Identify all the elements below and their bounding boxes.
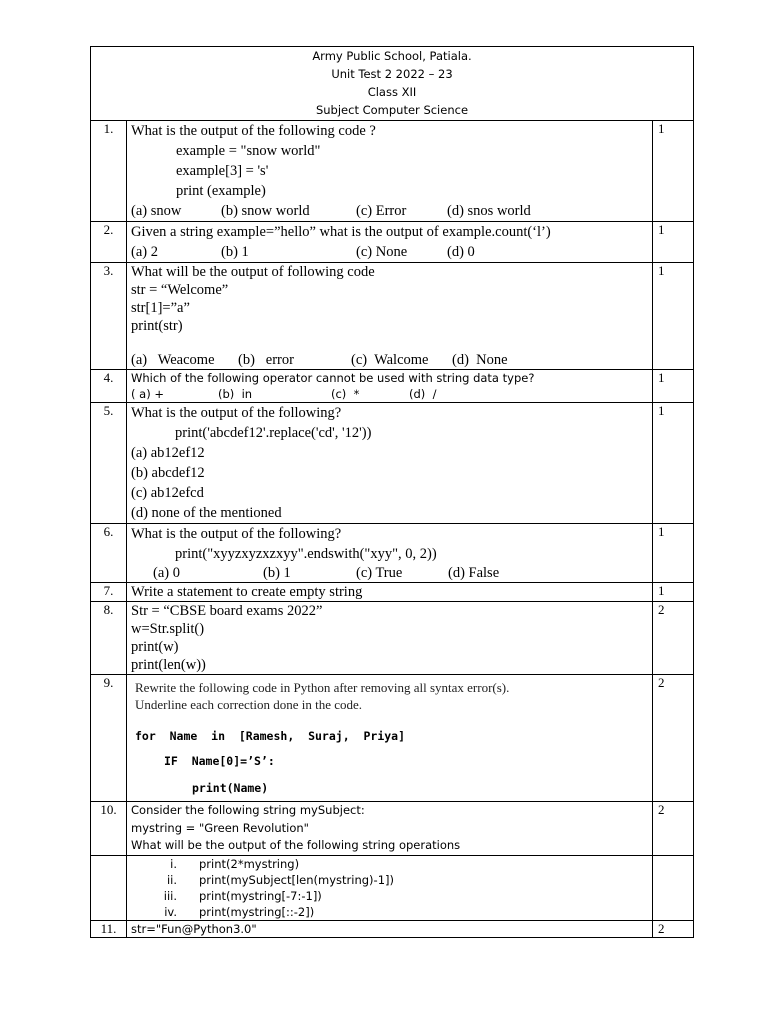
question-number: 9.: [91, 675, 127, 802]
question-text: Rewrite the following code in Python after removing all syntax error(s).: [135, 680, 510, 695]
code-line: example = "snow world": [176, 143, 321, 159]
question-row-10-parts: [91, 855, 694, 920]
question-text: What will be the output of the following string operations: [131, 838, 461, 852]
option-b: (b) abcdef12: [131, 465, 205, 481]
option-d: (d) none of the mentioned: [131, 505, 282, 521]
question-body: [127, 802, 653, 856]
question-number: 5.: [91, 403, 127, 524]
code-line: Str = “CBSE board exams 2022”: [131, 603, 323, 619]
code-line: print(len(w)): [131, 657, 206, 673]
option-c: (c) None: [356, 244, 408, 260]
option-c: (c) True: [356, 565, 403, 581]
question-body: [127, 403, 653, 524]
sub-question: ii. print(mySubject[len(mystring)-1]): [166, 872, 394, 887]
question-body: [127, 263, 653, 370]
test-name: Unit Test 2 2022 – 23: [331, 67, 453, 81]
question-row-10: [91, 802, 694, 856]
option-a: (a) Weacome: [131, 352, 215, 368]
question-table: [90, 46, 694, 938]
option-a: (a) snow: [131, 203, 182, 219]
option-d: (d) False: [448, 565, 500, 581]
question-row-11: [91, 920, 694, 937]
code-line: str = “Welcome”: [131, 282, 229, 298]
question-number: 7.: [91, 583, 127, 602]
options-row: [131, 242, 648, 262]
question-marks: 2: [653, 920, 694, 937]
option-d: (d) 0: [447, 244, 475, 260]
question-row-4: [91, 370, 694, 403]
blank-space: [131, 335, 648, 351]
question-body: [127, 920, 653, 937]
question-text: What is the output of the following?: [131, 526, 342, 542]
option-c: (c) Walcome: [351, 352, 429, 368]
question-body: [127, 675, 653, 802]
question-row-9: [91, 675, 694, 802]
sub-question: i. print(2*mystring): [170, 856, 300, 871]
options-row: [131, 386, 648, 402]
option-b: (b) 1: [221, 244, 249, 260]
code-line: IF Name[0]=’S’:: [164, 754, 275, 768]
school-name: Army Public School, Patiala.: [312, 49, 472, 63]
question-row-1: [91, 121, 694, 222]
code-line: print(w): [131, 639, 179, 655]
question-text: Which of the following operator cannot be used with string data type?: [131, 371, 535, 385]
option-c: (c) *: [331, 387, 360, 401]
paper-header-row: [91, 47, 694, 121]
question-text: mystring = "Green Revolution": [131, 820, 309, 835]
question-paper: [90, 46, 693, 938]
class-name: Class XII: [367, 85, 417, 99]
sub-question-list: [127, 855, 653, 920]
sub-question: iii. print(mystring[-7:-1]): [163, 888, 322, 903]
question-row-5: [91, 403, 694, 524]
question-row-6: [91, 524, 694, 583]
option-a: (a) ab12ef12: [131, 445, 205, 461]
option-c: (c) ab12efcd: [131, 485, 204, 501]
code-line: str[1]=”a”: [131, 300, 190, 316]
question-body: [127, 370, 653, 403]
question-body: [127, 583, 653, 602]
question-text: What will be the output of following code: [131, 264, 375, 280]
option-a: (a) 2: [131, 244, 158, 260]
code-line: example[3] = 's': [176, 163, 269, 179]
code-line: print(Name): [192, 781, 269, 795]
question-text: Underline each correction done in the code.: [135, 697, 363, 712]
code-line: print('abcdef12'.replace('cd', '12')): [175, 425, 372, 441]
question-marks: 1: [653, 222, 694, 263]
option-b: (b) 1: [263, 565, 291, 581]
options-row: [131, 201, 648, 221]
question-number: 4.: [91, 370, 127, 403]
question-body: [127, 121, 653, 222]
question-marks: 2: [653, 602, 694, 675]
option-a: (a) 0: [153, 565, 180, 581]
question-marks: 1: [653, 263, 694, 370]
option-b: (b) error: [238, 352, 294, 368]
question-number: 6.: [91, 524, 127, 583]
question-text: Given a string example=”hello” what is the output of example.count(‘l’): [131, 224, 551, 240]
options-row: [131, 564, 648, 582]
option-c: (c) Error: [356, 203, 407, 219]
option-b: (b) snow world: [221, 203, 310, 219]
code-line: print (example): [176, 183, 266, 199]
options-row: [131, 351, 648, 369]
question-number: 11.: [91, 920, 127, 937]
question-text: What is the output of the following code ?: [131, 123, 376, 139]
question-row-2: [91, 222, 694, 263]
code-line: print("xyyzxyzxzxyy".endswith("xyy", 0, 2)): [175, 546, 437, 562]
question-number: 10.: [91, 802, 127, 856]
code-line: for Name in [Ramesh, Suraj, Priya]: [135, 729, 406, 743]
question-text: Consider the following string mySubject:: [131, 803, 365, 817]
paper-header: [91, 47, 694, 121]
question-text: Write a statement to create empty string: [131, 584, 363, 600]
option-d: (d) /: [409, 387, 437, 401]
question-text: str="Fun@Python3.0": [131, 921, 257, 936]
question-body: [127, 222, 653, 263]
question-body: [127, 602, 653, 675]
question-number: 8.: [91, 602, 127, 675]
question-marks: 1: [653, 583, 694, 602]
question-row-7: [91, 583, 694, 602]
option-d: (d) snos world: [447, 203, 531, 219]
option-b: (b) in: [218, 387, 253, 401]
question-text: What is the output of the following?: [131, 405, 342, 421]
subject-name: Subject Computer Science: [315, 103, 469, 117]
code-line: print(str): [131, 318, 183, 334]
question-number: 3.: [91, 263, 127, 370]
question-marks: 2: [653, 802, 694, 856]
question-number: 1.: [91, 121, 127, 222]
question-marks: 1: [653, 403, 694, 524]
code-line: w=Str.split(): [131, 621, 205, 637]
question-row-3: [91, 263, 694, 370]
question-marks: 2: [653, 675, 694, 802]
question-number: 2.: [91, 222, 127, 263]
sub-question: iv. print(mystring[::-2]): [164, 904, 315, 919]
question-marks: 1: [653, 121, 694, 222]
question-body: [127, 524, 653, 583]
question-row-8: [91, 602, 694, 675]
question-marks: 1: [653, 524, 694, 583]
question-marks: 1: [653, 370, 694, 403]
option-d: (d) None: [452, 352, 508, 368]
option-a: ( a) +: [131, 387, 164, 401]
